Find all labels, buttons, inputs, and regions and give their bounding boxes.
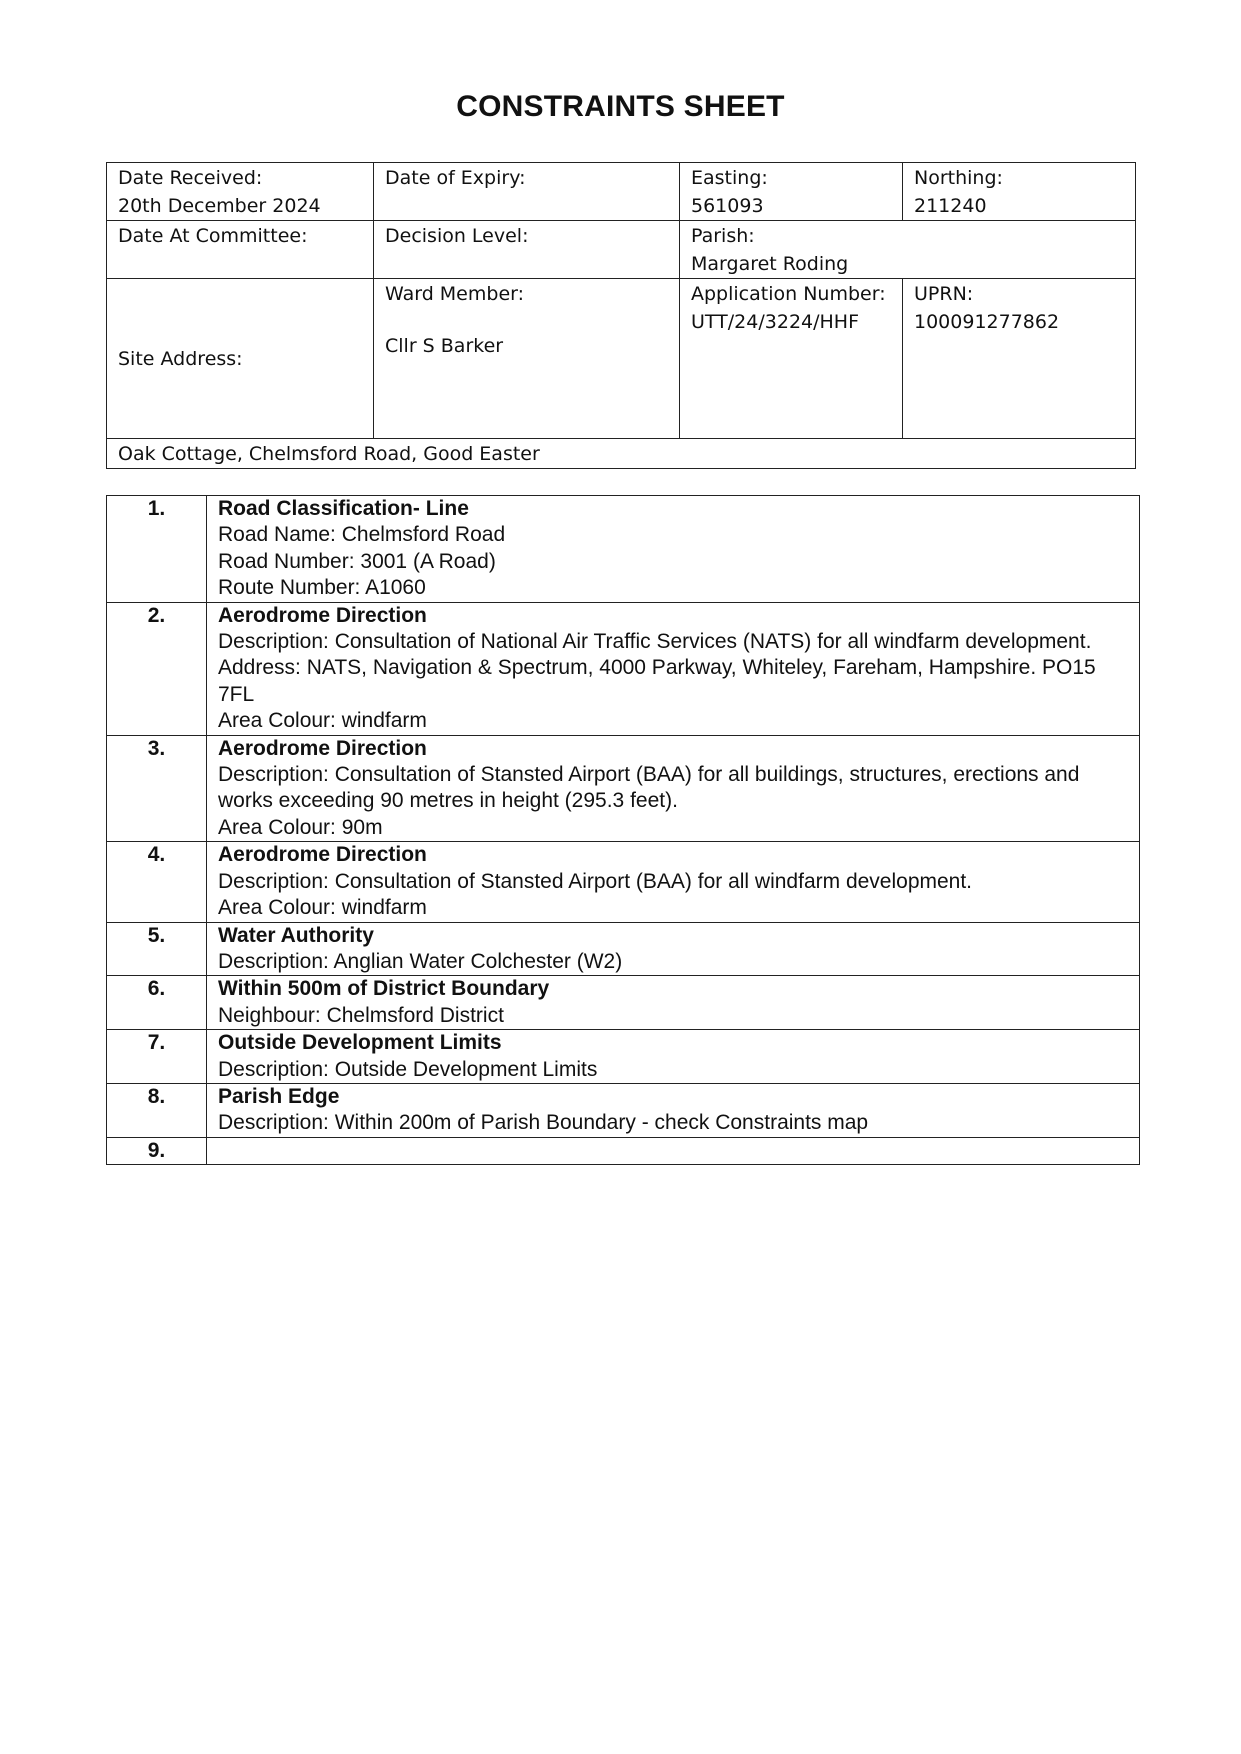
- application-number-value: UTT/24/3224/HHF: [691, 311, 860, 333]
- constraint-body: [207, 496, 1140, 603]
- constraint-number: 8.: [107, 1083, 207, 1137]
- constraint-row: [107, 842, 1140, 922]
- constraint-line: Description: Consultation of National Air Traffic Services (NATS) for all windfarm development.: [218, 630, 1092, 654]
- date-received-label: Date Received:: [118, 167, 263, 189]
- constraint-row: [107, 1030, 1140, 1084]
- page-title: CONSTRAINTS SHEET: [456, 90, 785, 123]
- constraint-body: [207, 976, 1140, 1030]
- constraint-heading: Aerodrome Direction: [218, 843, 427, 867]
- constraint-body: [207, 842, 1140, 922]
- constraint-body: [207, 735, 1140, 842]
- constraint-row: [107, 735, 1140, 842]
- info-row: [107, 163, 1136, 221]
- constraint-number: 9.: [107, 1137, 207, 1164]
- ward-member-label: Ward Member:: [385, 283, 525, 305]
- constraint-line: Description: Within 200m of Parish Boundary - check Constraints map: [218, 1111, 869, 1135]
- constraint-row: [107, 1083, 1140, 1137]
- site-address-label: Site Address:: [118, 348, 243, 370]
- easting-cell: [680, 163, 903, 221]
- constraint-row: [107, 496, 1140, 603]
- northing-cell: [903, 163, 1136, 221]
- date-committee-label: Date At Committee:: [118, 225, 308, 247]
- site-address-label-cell: [107, 279, 374, 439]
- constraint-row: [107, 1137, 1140, 1164]
- date-received-value: 20th December 2024: [118, 195, 321, 217]
- uprn-value: 100091277862: [914, 311, 1060, 333]
- application-info-table: [106, 162, 1136, 469]
- uprn-label: UPRN:: [914, 283, 974, 305]
- constraint-heading: Aerodrome Direction: [218, 603, 427, 627]
- parish-cell: [680, 221, 1136, 279]
- decision-level-label: Decision Level:: [385, 225, 529, 247]
- site-address-value-cell: [107, 439, 1136, 469]
- ward-member-cell: [374, 279, 680, 439]
- constraint-line: Description: Anglian Water Colchester (W2): [218, 949, 623, 973]
- site-address-value: Oak Cottage, Chelmsford Road, Good Easter: [118, 443, 540, 465]
- constraint-body: [207, 922, 1140, 976]
- constraint-row: [107, 976, 1140, 1030]
- constraint-body: [207, 1137, 1140, 1164]
- constraint-heading: Parish Edge: [218, 1084, 340, 1108]
- constraint-number: 3.: [107, 735, 207, 842]
- constraint-number: 7.: [107, 1030, 207, 1084]
- constraint-line: Address: NATS, Navigation & Spectrum, 4000 Parkway, Whiteley, Fareham, Hampshire. PO15 7FL: [218, 656, 1096, 706]
- constraints-table: [106, 495, 1140, 1165]
- easting-value: 561093: [691, 195, 764, 217]
- constraint-body: [207, 1083, 1140, 1137]
- constraint-row: [107, 922, 1140, 976]
- constraint-line: Description: Consultation of Stansted Airport (BAA) for all windfarm development.: [218, 869, 973, 893]
- date-received-cell: [107, 163, 374, 221]
- constraint-heading: Road Classification- Line: [218, 497, 469, 520]
- ward-member-value: Cllr S Barker: [385, 335, 504, 357]
- decision-level-cell: [374, 221, 680, 279]
- constraint-number: 6.: [107, 976, 207, 1030]
- parish-label: Parish:: [691, 225, 755, 247]
- constraint-number: 1.: [107, 496, 207, 603]
- easting-label: Easting:: [691, 167, 768, 189]
- constraint-heading: Outside Development Limits: [218, 1031, 502, 1055]
- constraint-number: 2.: [107, 602, 207, 735]
- parish-value: Margaret Roding: [691, 253, 849, 275]
- uprn-cell: [903, 279, 1136, 439]
- info-row: [107, 439, 1136, 469]
- constraint-body: [207, 1030, 1140, 1084]
- constraint-heading: Water Authority: [218, 923, 374, 947]
- constraint-heading: Aerodrome Direction: [218, 736, 427, 760]
- application-number-cell: [680, 279, 903, 439]
- constraint-line: Route Number: A1060: [218, 576, 426, 600]
- constraint-line: Area Colour: windfarm: [218, 896, 427, 920]
- constraint-body: [207, 602, 1140, 735]
- constraint-line: Neighbour: Chelmsford District: [218, 1003, 504, 1027]
- constraint-number: 5.: [107, 922, 207, 976]
- constraint-row: [107, 602, 1140, 735]
- northing-label: Northing:: [914, 167, 1003, 189]
- constraint-line: Road Number: 3001 (A Road): [218, 549, 496, 573]
- date-expiry-cell: [374, 163, 680, 221]
- constraint-heading: Within 500m of District Boundary: [218, 977, 550, 1001]
- info-row: [107, 221, 1136, 279]
- info-row: [107, 279, 1136, 439]
- constraint-line: Description: Consultation of Stansted Airport (BAA) for all buildings, structures, erections and works exceeding 90 metres in height (295.3 feet).: [218, 763, 1080, 813]
- constraint-line: Area Colour: windfarm: [218, 709, 427, 733]
- application-number-label: Application Number:: [691, 283, 886, 305]
- date-committee-cell: [107, 221, 374, 279]
- constraint-line: Area Colour: 90m: [218, 815, 383, 839]
- date-expiry-label: Date of Expiry:: [385, 167, 526, 189]
- northing-value: 211240: [914, 195, 987, 217]
- constraint-number: 4.: [107, 842, 207, 922]
- constraint-line: Description: Outside Development Limits: [218, 1057, 598, 1081]
- constraint-line: Road Name: Chelmsford Road: [218, 523, 506, 547]
